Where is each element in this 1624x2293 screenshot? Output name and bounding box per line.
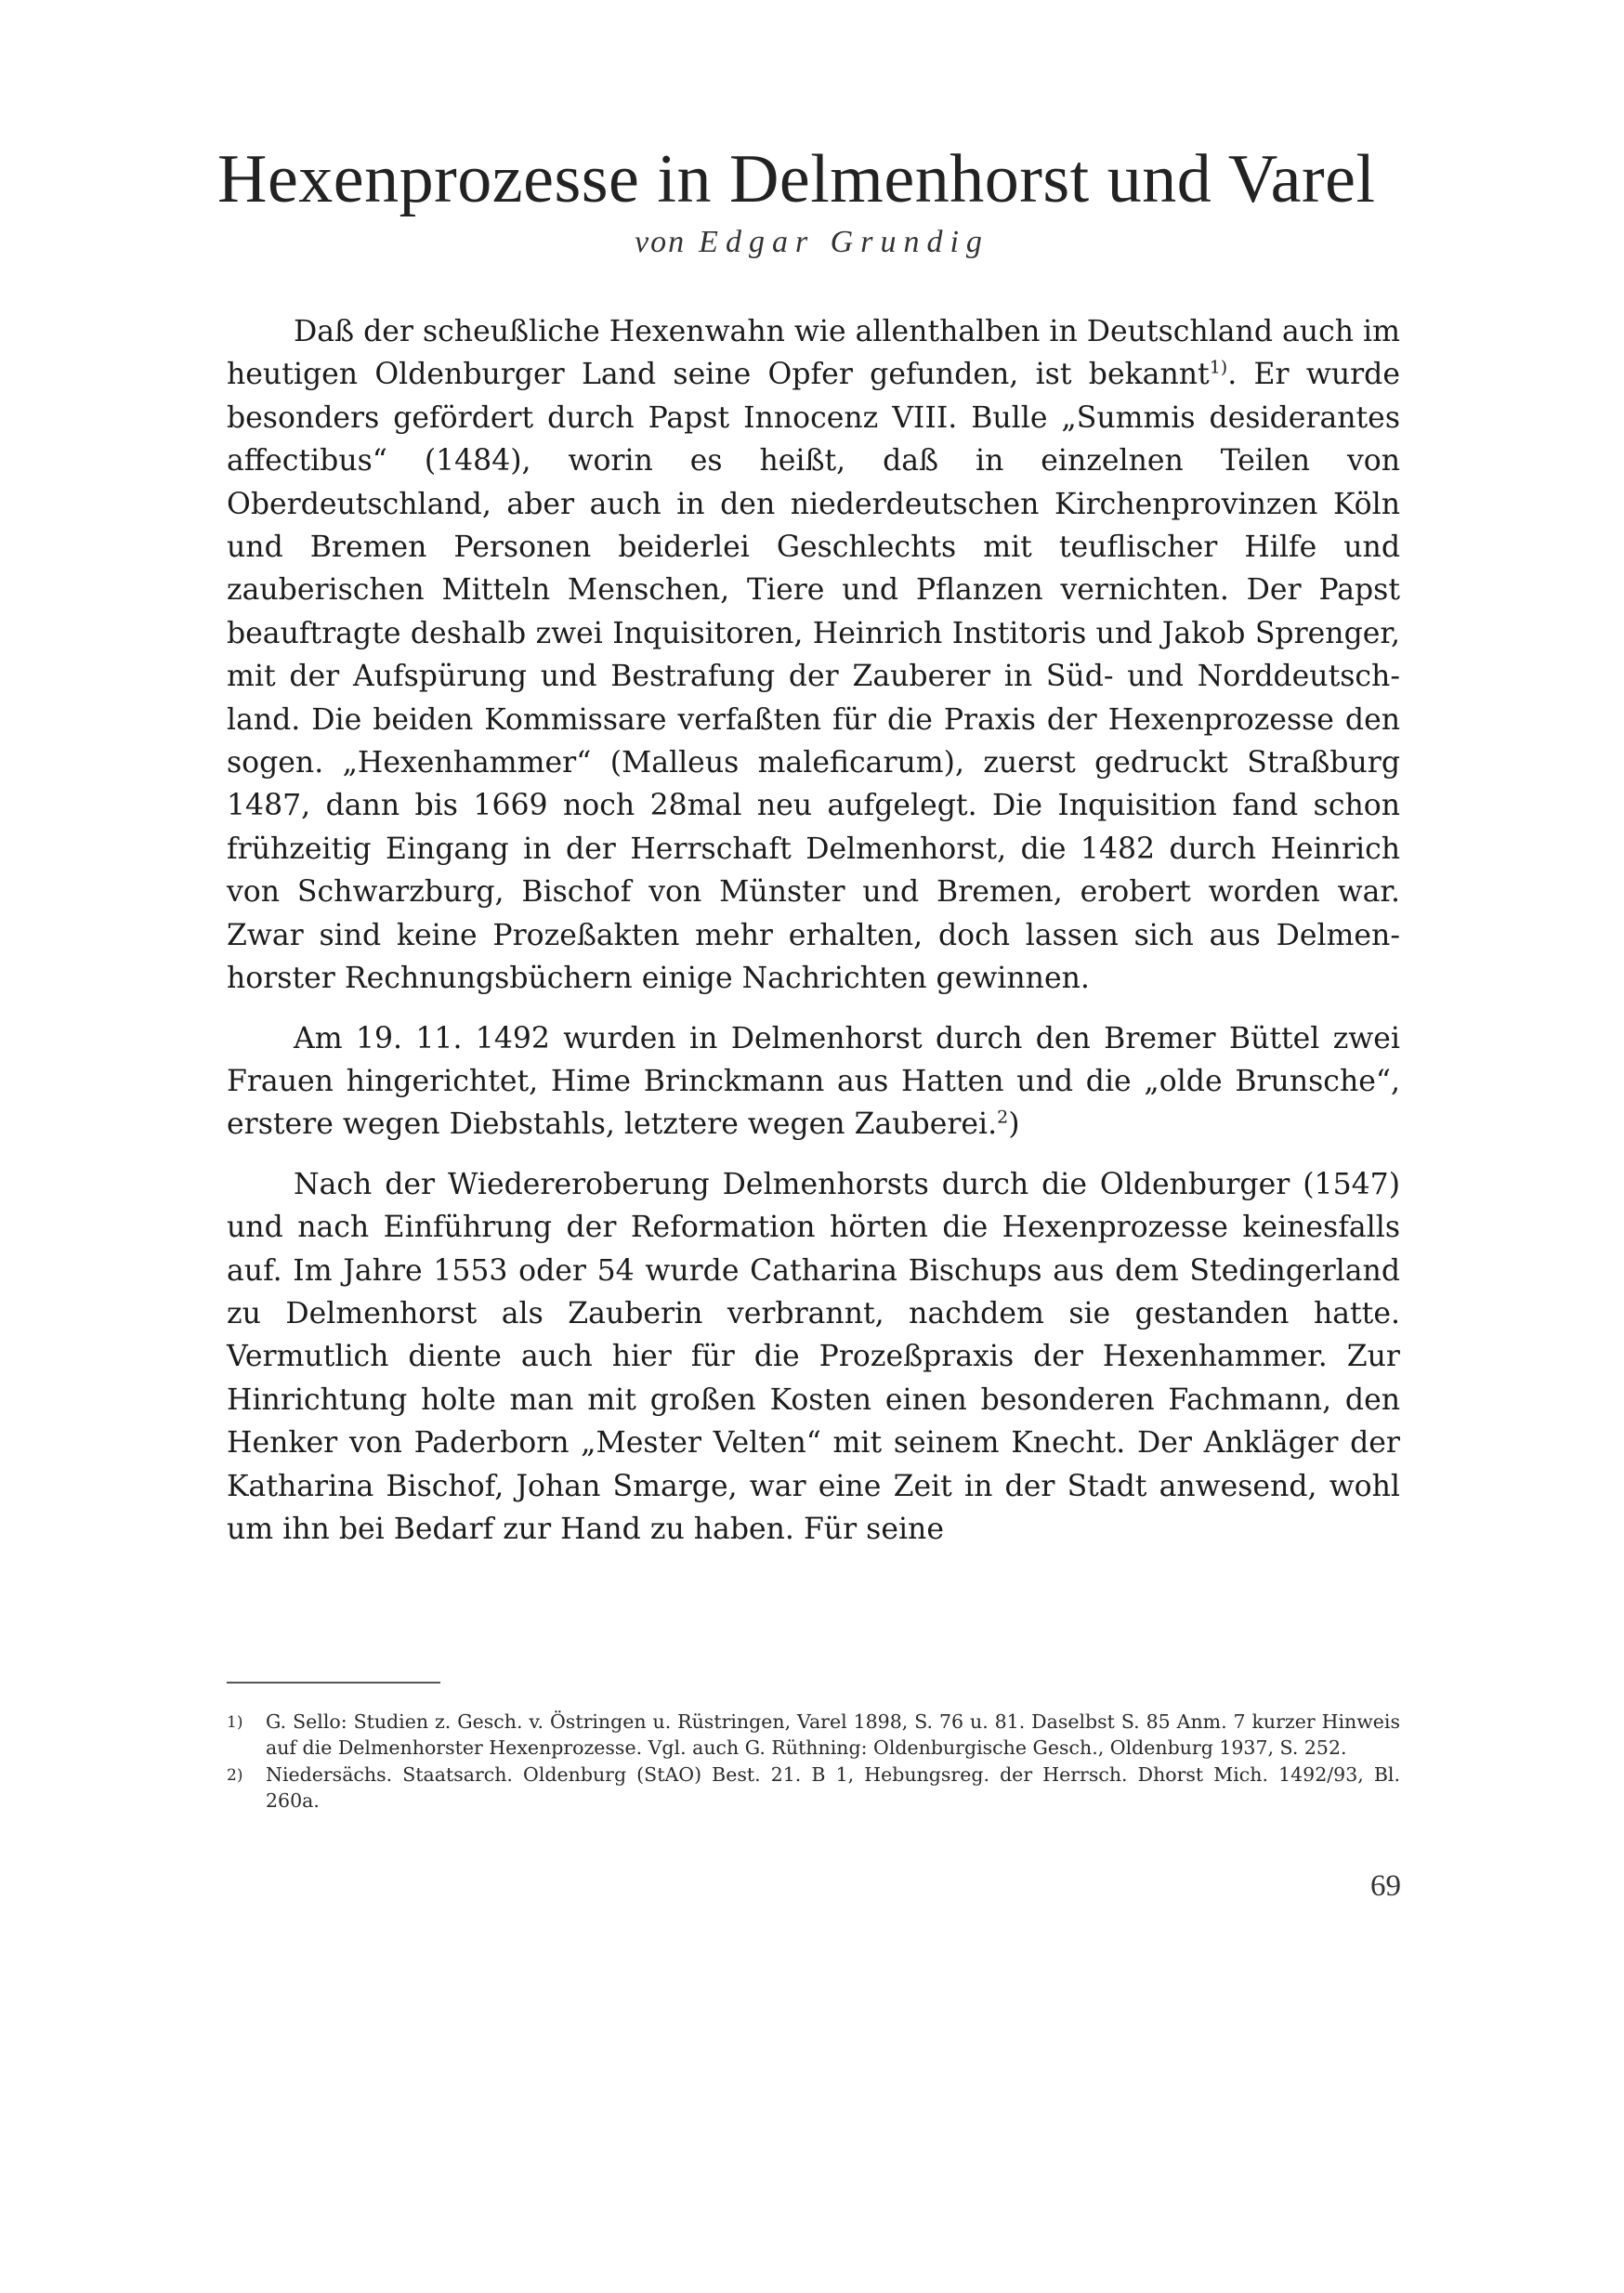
footnote-marker: 2) (227, 1766, 243, 1785)
paragraph-text: Nach der Wiedereroberung Delmenhorsts durch die Oldenburger (1547) und nach Einführung der Reformation hörten die Hexenprozesse keinesfalls auf. Im Jahre 1553 oder 54 wurde Catharina Bischups aus dem Stedingerland zu Delmenhorst als Zauberin verbrannt, nachdem sie gestanden hatte. Vermutlich diente auch hier für die Prozeßpraxis der Hexenhammer. Zur Hinrichtung holte man mit großen Kosten einen besonderen Fachmann, den Henker von Paderborn „Mester Velten“ mit seinem Knecht. Der Ankläger der Katharina Bischof, Johan Smarge, war eine Zeit in der Stadt anwesend, wohl um ihn bei Bedarf zur Hand zu haben. Für seine (227, 1167, 1400, 1546)
paragraph (227, 1163, 1400, 1552)
paragraph (227, 1017, 1400, 1146)
paragraph-text: Am 19. 11. 1492 wurden in Delmenhorst durch den Bremer Büttel zwei Frauen hingerichtet, Hime Brinckmann aus Hatten und die „olde Brunsche“, erstere wegen Diebstahls, letztere wegen Zauberei. (227, 1021, 1400, 1142)
footnote-marker: 1) (227, 1713, 243, 1732)
byline (0, 225, 1624, 260)
paragraph (227, 310, 1400, 1001)
article-title: Hexenprozesse in Delmenhorst und Varel (217, 141, 1376, 217)
byline-prefix: von (635, 225, 687, 259)
footnote (227, 1762, 1400, 1814)
article-body (227, 310, 1400, 1567)
footnote (227, 1710, 1400, 1761)
author-name: Edgar Grundig (699, 225, 989, 259)
footnote-reference: 2 (997, 1107, 1009, 1128)
footnote-separator (227, 1682, 440, 1684)
paragraph-text: Daß der scheußliche Hexenwahn wie allenthalben in Deutschland auch im heutigen Oldenburger Land seine Opfer gefunden, ist bekannt (227, 315, 1400, 392)
footnotes (227, 1710, 1400, 1815)
footnote-reference: 1) (1209, 357, 1228, 378)
paragraph-text: ) (1008, 1107, 1020, 1142)
footnote-text: G. Sello: Studien z. Gesch. v. Östringen u. Rüstringen, Varel 1898, S. 76 u. 81. Daselbst S. 85 Anm. 7 kurzer Hinweis auf die Delmenhorster Hexenprozesse. Vgl. auch G. Rüthning: Oldenburgische Gesch., Oldenburg 1937, S. 252. (266, 1710, 1400, 1759)
paragraph-text: . Er wurde besonders gefördert durch Papst Innocenz VIII. Bulle „Summis desiderantes affectibus“ (1484), worin es heißt, daß in einzelnen Teilen von Oberdeutschland, aber auch in den niederdeutschen Kirchenprovinzen Köln und Bremen Personen beiderlei Geschlechts mit teuflischer Hilfe und zauberischen Mitteln Menschen, Tiere und Pflanzen vernichten. Der Papst beauftragte deshalb zwei Inquisitoren, Heinrich Institoris und Jakob Sprenger, mit der Aufspürung und Bestrafung der Zauberer in Süd- und Norddeutschland. Die beiden Kommissare verfaßten für die Praxis der Hexenprozesse den sogen. „Hexenhammer“ (Malleus maleficarum), zuerst gedruckt Straßburg 1487, dann bis 1669 noch 28mal neu aufgelegt. Die Inquisition fand schon frühzeitig Eingang in der Herrschaft Delmenhorst, die 1482 durch Heinrich von Schwarzburg, Bischof von Münster und Bremen, erobert worden war. Zwar sind keine Prozeßakten mehr erhalten, doch lassen sich aus Delmenhorster Rechnungsbüchern einige Nachrichten gewinnen. (227, 358, 1400, 996)
page-number: 69 (1370, 1869, 1401, 1903)
footnote-text: Niedersächs. Staatsarch. Oldenburg (StAO) Best. 21. B 1, Hebungsreg. der Herrsch. Dhorst Mich. 1492/93, Bl. 260a. (266, 1763, 1400, 1812)
